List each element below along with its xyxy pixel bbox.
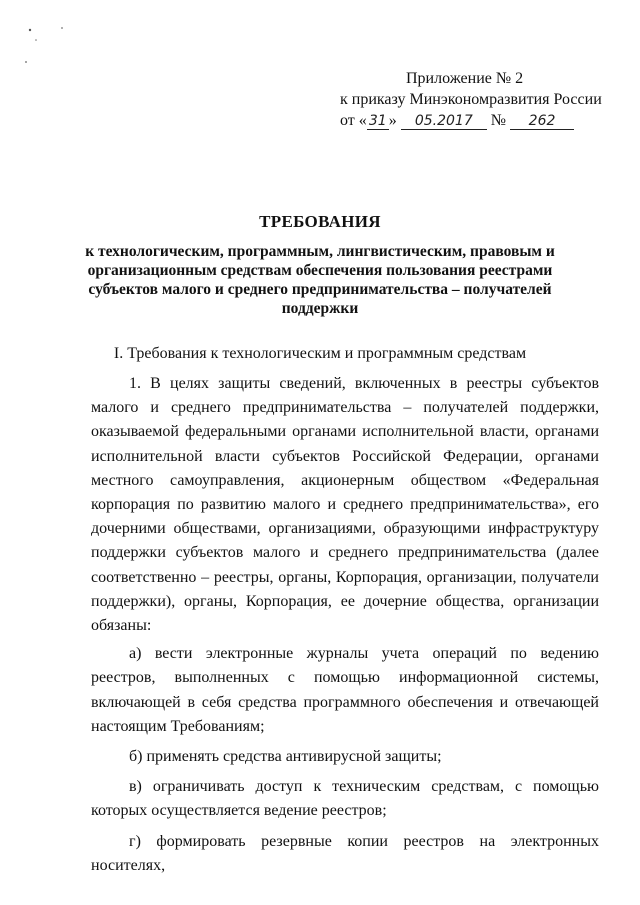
section-heading: I. Требования к технологическим и программным средствам	[113, 345, 527, 362]
paragraph-1: 1. В целях защиты сведений, включенных в реестры субъектов малого и среднего предпринимательства – получателей поддержки, оказываемой федеральными органами исполнительной власти, органами исполнительной власти субъектов Российской Федерации, органами местного самоуправления, акционерным обществом «Федеральная корпорация по развитию малого и среднего предпринимательства», его дочерними обществами, организациями, образующими инфраструктуру поддержки субъектов малого и среднего предпринимательства (далее соответственно – реестры, органы, Корпорация, организации, получатели поддержки), органы, Корпорация, ее дочерние общества, организации обязаны:	[91, 375, 599, 635]
paragraph-a: а) вести электронные журналы учета операций по ведению реестров, выполненных с помощью информационной системы, включающей в себя средства программного обеспечения и отвечающей настоящим Требованиям;	[91, 645, 599, 735]
paragraph-c: в) ограничивать доступ к техническим средствам, с помощью которых осуществляется ведение реестров;	[91, 778, 599, 820]
handwritten-order-number: 262	[510, 111, 574, 132]
title-block	[0, 212, 640, 318]
appendix-header	[340, 68, 600, 132]
order-reference: к приказу Минэкономразвития России	[340, 91, 602, 108]
date-prefix: от «	[340, 112, 367, 129]
document-title: ТРЕБОВАНИЯ	[259, 212, 381, 231]
number-label: №	[490, 112, 507, 129]
document-body	[91, 372, 599, 882]
handwritten-month-year: 05.2017	[401, 111, 487, 132]
handwritten-day: 31	[367, 111, 389, 132]
paragraph-b: б) применять средства антивирусной защиты;	[129, 748, 442, 766]
paragraph-d: г) формировать резервные копии реестров на электронных носителях,	[91, 832, 599, 874]
document-subtitle: к технологическим, программным, лингвистическим, правовым и организационным средствам обеспечения пользования реестрами субъектов малого и среднего предпринимательства – получателей поддержки	[85, 243, 555, 317]
date-quote-close: »	[388, 112, 397, 129]
appendix-number: Приложение № 2	[406, 70, 524, 87]
order-date-line	[340, 110, 600, 132]
